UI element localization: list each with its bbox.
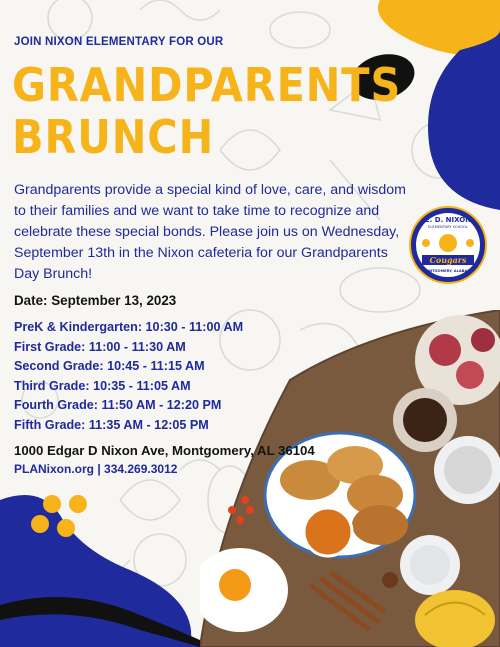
brunch-food-photo: [200, 310, 500, 647]
logo-name: E. D. NIXON: [424, 216, 472, 224]
cougar-head-icon: [439, 234, 457, 252]
schedule-row: PreK & Kindergarten: 10:30 - 11:00 AM: [14, 320, 244, 334]
schedule-row: First Grade: 11:00 - 11:30 AM: [14, 339, 186, 354]
schedule-row: Second Grade: 10:45 - 11:15 AM: [14, 359, 205, 373]
school-contact: PLANixon.org | 334.269.3012: [14, 462, 178, 476]
logo-location: MONTGOMERY, ALABAMA: [422, 269, 474, 273]
paw-right-icon: [466, 239, 474, 247]
title-line-1: GRANDPARENTS: [12, 58, 402, 112]
grade-schedule: [14, 318, 243, 435]
logo-mascot: Cougars: [429, 255, 467, 265]
intro-line: JOIN NIXON ELEMENTARY FOR OUR: [14, 36, 224, 48]
schedule-row: Fifth Grade: 11:35 AM - 12:05 PM: [14, 417, 209, 432]
paw-left-icon: [422, 239, 430, 247]
black-bottom-swoosh: [0, 575, 215, 647]
school-address: 1000 Edgar D Nixon Ave, Montgomery, AL 36104: [14, 443, 315, 458]
title-line-2: BRUNCH: [12, 110, 215, 164]
logo-subtitle: ELEMENTARY SCHOOL: [428, 225, 468, 229]
schedule-row: Third Grade: 10:35 - 11:05 AM: [14, 378, 191, 393]
event-description: Grandparents provide a special kind of love, care, and wisdom to their families and we want to take time to recognize and celebrate these special bonds. Please join us on Wednesday, September 13th in the Nixon cafeteria for our Grandparents Day Brunch!: [14, 182, 406, 282]
ed-nixon-cougars-logo: [408, 205, 488, 285]
event-date: Date: September 13, 2023: [14, 293, 177, 308]
schedule-row: Fourth Grade: 11:50 AM - 12:20 PM: [14, 398, 222, 412]
